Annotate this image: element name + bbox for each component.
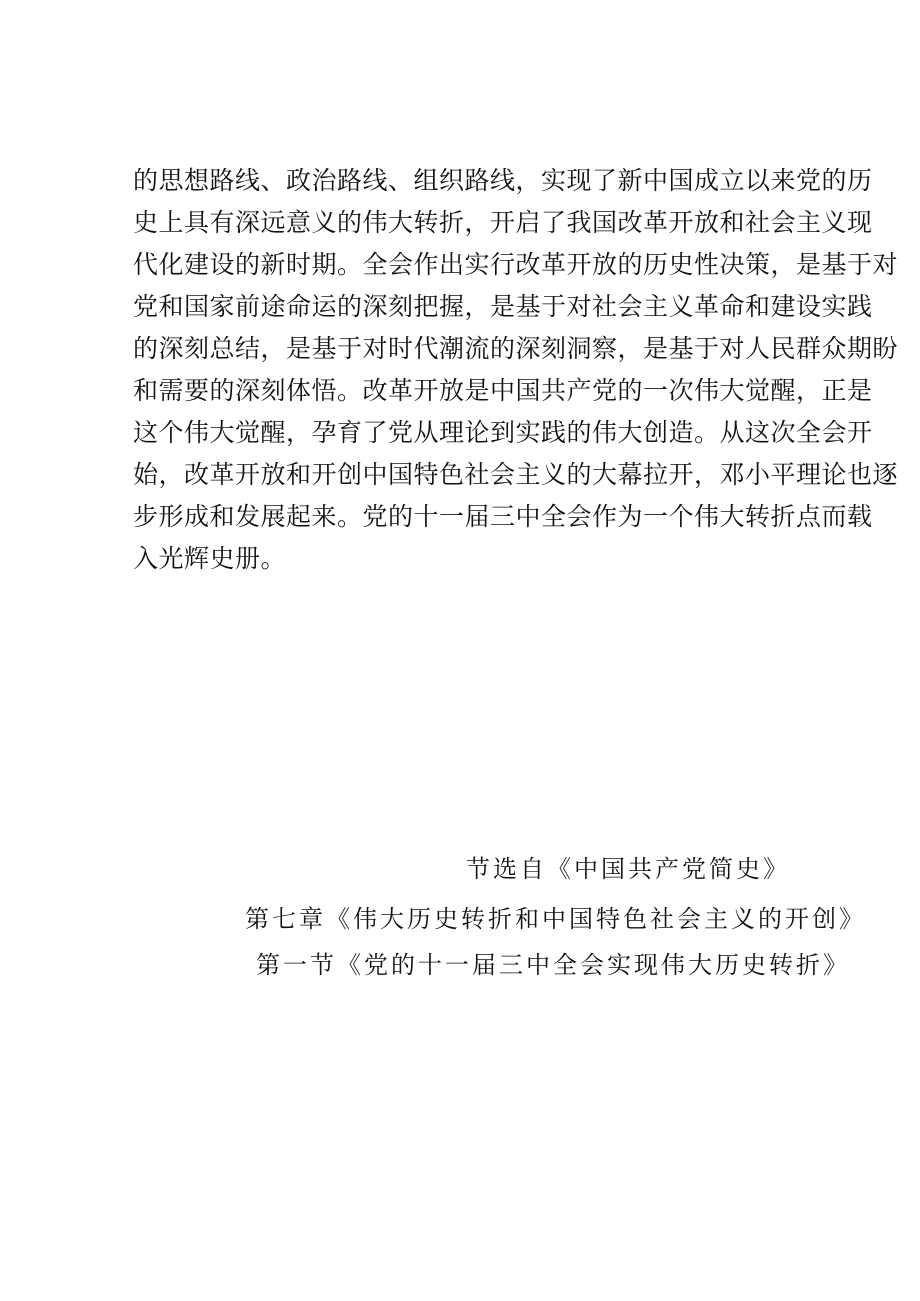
paragraph-line: 的思想路线、政治路线、组织路线，实现了新中国成立以来党的历 — [133, 166, 873, 195]
paragraph-line: 和需要的深刻体悟。改革开放是中国共产党的一次伟大觉醒，正是 — [133, 376, 873, 405]
paragraph-line: 入光辉史册。 — [133, 544, 287, 573]
paragraph-line: 始，改革开放和开创中国特色社会主义的大幕拉开，邓小平理论也逐 — [133, 460, 899, 489]
paragraph-line: 的深刻总结，是基于对时代潮流的深刻洞察，是基于对人民群众期盼 — [133, 334, 899, 363]
paragraph-line: 史上具有深远意义的伟大转折，开启了我国改革开放和社会主义现 — [133, 208, 873, 237]
citation-chapter: 第七章《伟大历史转折和中国特色社会主义的开创》 — [245, 905, 866, 933]
paragraph-line: 党和国家前途命运的深刻把握，是基于对社会主义革命和建设实践 — [133, 292, 873, 321]
paragraph-line: 代化建设的新时期。全会作出实行改革开放的历史性决策，是基于对 — [133, 250, 899, 279]
paragraph-line: 这个伟大觉醒，孕育了党从理论到实践的伟大创造。从这次全会开 — [133, 418, 873, 447]
paragraph-line: 步形成和发展起来。党的十一届三中全会作为一个伟大转折点而载 — [133, 502, 873, 531]
citation-section: 第一节《党的十一届三中全会实现伟大历史转折》 — [256, 951, 850, 979]
body-paragraph — [133, 160, 899, 580]
citation-source: 节选自《中国共产党简史》 — [466, 855, 790, 883]
